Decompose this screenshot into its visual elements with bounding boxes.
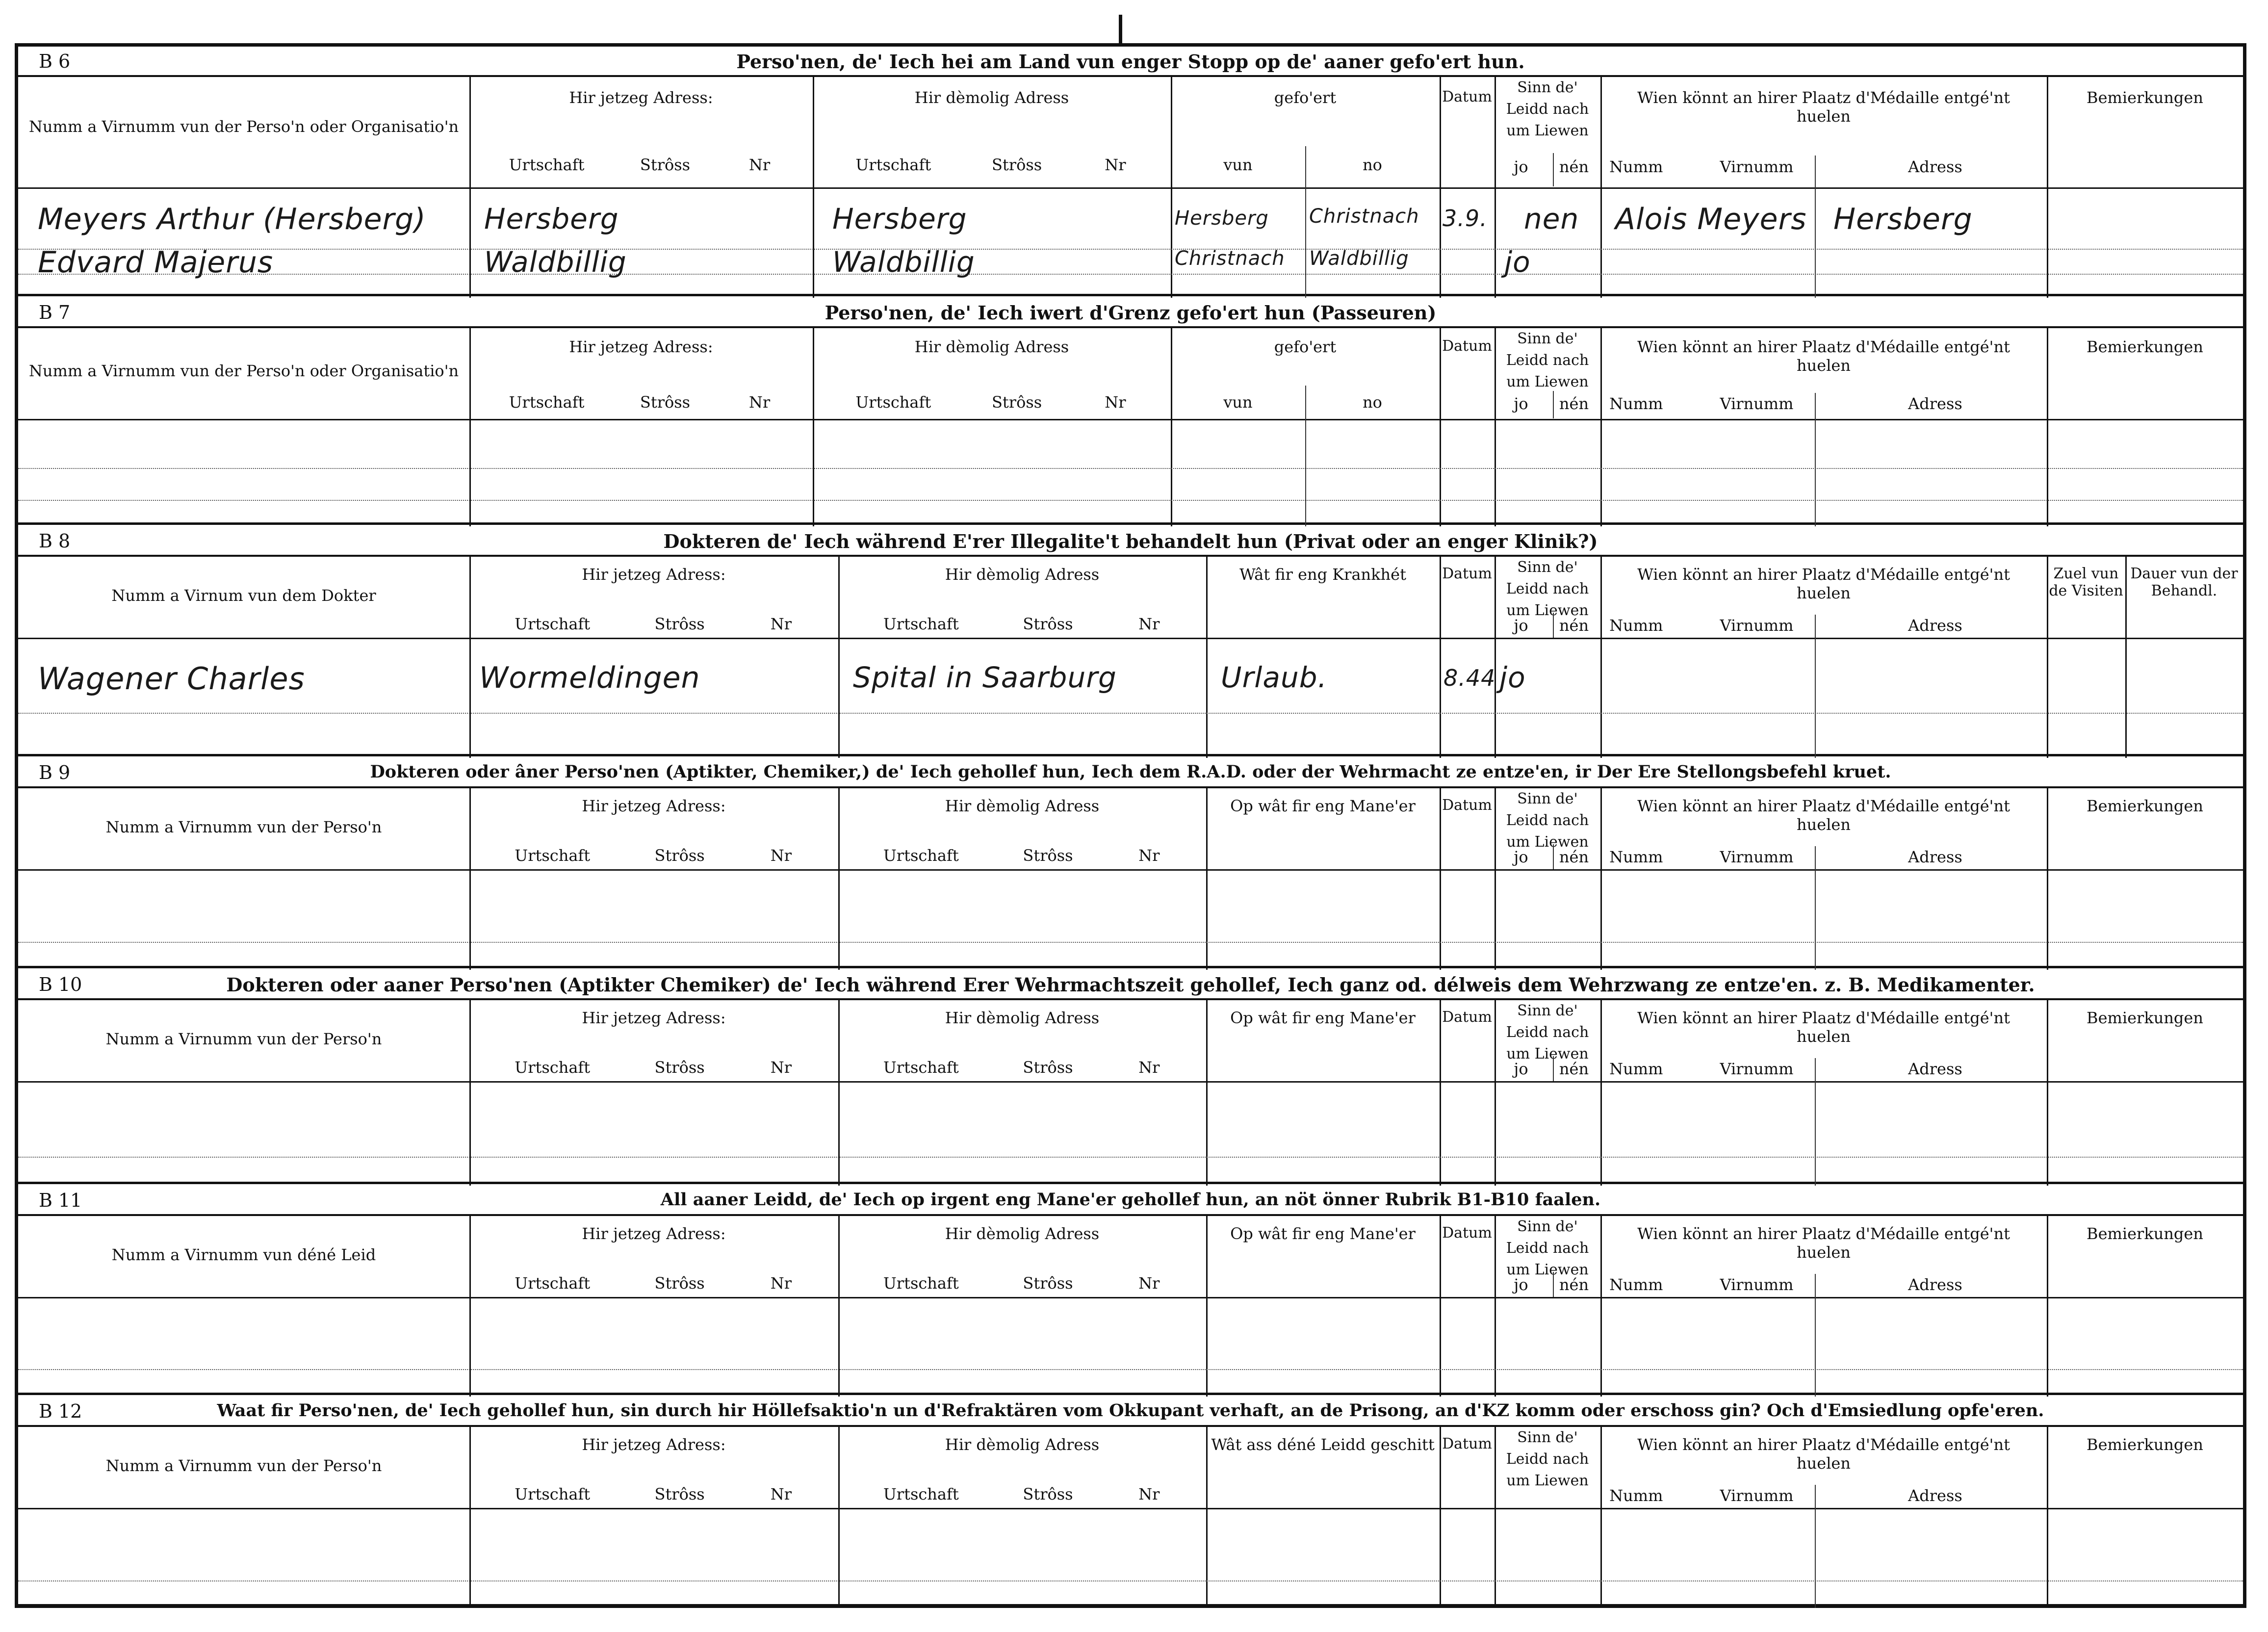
street-label: Strôss xyxy=(654,1058,705,1077)
medal-address-label: Adress xyxy=(1908,1275,1962,1294)
medal-recipient-header: Wien könnt an hirer Plaatz d'Médaille entgé'nt huelen xyxy=(1637,337,2010,375)
yes-no-divider xyxy=(1553,844,1554,869)
person-column-header: Numm a Virnumm vun der Perso'n xyxy=(105,818,382,837)
former-address-header: Hir dèmolig Adress xyxy=(945,1435,1100,1454)
entry-row-line xyxy=(18,274,2243,275)
section-b10 xyxy=(18,970,2243,1186)
no-label: nén xyxy=(1559,394,1589,414)
transported-header: gefo'ert xyxy=(1274,337,1337,356)
medal-firstname-label: Virnumm xyxy=(1720,394,1794,414)
yes-label: jo xyxy=(1514,1275,1528,1294)
section-header xyxy=(18,47,2243,77)
yes-no-divider xyxy=(1553,1272,1554,1296)
entry-date: 8.44 xyxy=(1443,664,1496,691)
remarks-header: Bemierkungen xyxy=(2087,1435,2203,1454)
locality-label: Urtschaft xyxy=(883,1058,959,1077)
former-address-header: Hir dèmolig Adress xyxy=(914,337,1069,356)
entry-former-address: Spital in Saarburg xyxy=(853,660,1117,694)
no-label: nén xyxy=(1559,1059,1589,1078)
section-b12 xyxy=(18,1397,2243,1608)
section-bottom-line xyxy=(18,754,2243,756)
locality-label: Urtschaft xyxy=(855,155,931,174)
medal-name-label: Numm xyxy=(1609,394,1663,414)
current-address-header: Hir jetzeg Adress: xyxy=(582,1435,726,1454)
section-code: B 10 xyxy=(39,974,82,995)
entry-current-address: Wormeldingen xyxy=(479,660,700,695)
yes-label: jo xyxy=(1514,1059,1528,1078)
from-to-divider xyxy=(1305,386,1306,526)
entry-person: Edvard Majerus xyxy=(38,245,274,280)
current-address-header: Hir jetzeg Adress: xyxy=(582,1008,726,1027)
medal-address-label: Adress xyxy=(1908,616,1962,635)
from-label: vun xyxy=(1223,392,1253,412)
entry-row-line xyxy=(18,942,2243,943)
entry-from: Hersberg xyxy=(1175,207,1269,230)
number-label: Nr xyxy=(770,846,792,865)
remarks-header: Bemierkungen xyxy=(2087,337,2203,356)
locality-label: Urtschaft xyxy=(515,846,591,865)
number-label: Nr xyxy=(770,614,792,633)
section-b8 xyxy=(18,526,2243,758)
street-label: Strôss xyxy=(1023,614,1073,633)
entry-medal-address: Hersberg xyxy=(1833,202,1973,236)
street-label: Strôss xyxy=(1023,1273,1073,1293)
from-label: vun xyxy=(1223,155,1253,174)
medal-name-label: Numm xyxy=(1609,847,1663,866)
section-code: B 11 xyxy=(39,1190,82,1211)
section-bottom-line xyxy=(18,1393,2243,1395)
medal-name-label: Numm xyxy=(1609,616,1663,635)
street-label: Strôss xyxy=(654,614,705,633)
person-column-header: Numm a Virnum vun dem Dokter xyxy=(111,586,376,605)
yes-label: jo xyxy=(1514,616,1528,635)
medal-recipient-header: Wien könnt an hirer Plaatz d'Médaille entgé'nt huelen xyxy=(1637,1008,2010,1046)
entry-alive: nen xyxy=(1524,202,1579,235)
number-label: Nr xyxy=(748,155,771,174)
current-address-header: Hir jetzeg Adress: xyxy=(569,88,713,107)
visits-header: Zuel vun de Visiten xyxy=(2049,565,2123,599)
section-bottom-line xyxy=(18,522,2243,525)
medal-firstname-label: Virnumm xyxy=(1720,157,1794,177)
section-code: B 9 xyxy=(39,762,71,783)
medal-firstname-label: Virnumm xyxy=(1720,1059,1794,1078)
number-label: Nr xyxy=(1138,1484,1160,1503)
yes-no-divider xyxy=(1553,1056,1554,1081)
section-header xyxy=(18,298,2243,328)
medal-divider xyxy=(1815,393,1816,526)
medal-divider xyxy=(1815,1485,1816,1608)
no-label: nén xyxy=(1559,1275,1589,1294)
number-label: Nr xyxy=(1138,846,1160,865)
medal-recipient-header: Wien könnt an hirer Plaatz d'Médaille entgé'nt huelen xyxy=(1637,1435,2010,1473)
locality-label: Urtschaft xyxy=(883,1484,959,1503)
section-code: B 8 xyxy=(39,530,71,552)
street-label: Strôss xyxy=(1023,846,1073,865)
entry-current-address: Waldbillig xyxy=(484,245,627,279)
date-header: Datum xyxy=(1442,1008,1492,1026)
section-b11 xyxy=(18,1186,2243,1397)
no-label: nén xyxy=(1559,157,1589,177)
alive-header: Sinn de' Leidd nach um Liewen xyxy=(1506,1218,1589,1278)
locality-label: Urtschaft xyxy=(855,392,931,412)
section-header xyxy=(18,1186,2243,1216)
number-label: Nr xyxy=(1105,155,1126,174)
current-address-header: Hir jetzeg Adress: xyxy=(582,1224,726,1243)
remarks-header: Bemierkungen xyxy=(2087,1008,2203,1027)
entry-from: Christnach xyxy=(1175,247,1285,270)
locality-label: Urtschaft xyxy=(515,614,591,633)
current-address-header: Hir jetzeg Adress: xyxy=(582,565,726,584)
entry-former-address: Waldbillig xyxy=(832,245,975,279)
former-address-header: Hir dèmolig Adress xyxy=(914,88,1069,107)
medal-divider xyxy=(1815,846,1816,970)
medal-name-label: Numm xyxy=(1609,1059,1663,1078)
entry-row-line xyxy=(18,249,2243,250)
entry-row-line xyxy=(18,713,2243,714)
number-label: Nr xyxy=(770,1273,792,1293)
current-address-header: Hir jetzeg Adress: xyxy=(569,337,713,356)
locality-label: Urtschaft xyxy=(515,1058,591,1077)
medal-divider xyxy=(1815,1058,1816,1186)
section-title: Waat fir Perso'nen, de' Iech gehollef hun, sin durch hir Höllefsaktio'n un d'Refraktären vom Okkupant verhaft, an de Prisong, an d'KZ komm oder erschoss gin? Och d'Emsiedlung opfe'eren. xyxy=(217,1400,2044,1421)
locality-label: Urtschaft xyxy=(883,614,959,633)
former-address-header: Hir dèmolig Adress xyxy=(945,565,1100,584)
entry-row-line xyxy=(18,500,2243,501)
number-label: Nr xyxy=(770,1484,792,1503)
locality-label: Urtschaft xyxy=(515,1484,591,1503)
person-column-header: Numm a Virnumm vun der Perso'n xyxy=(105,1456,382,1476)
entry-doctor: Wagener Charles xyxy=(38,660,305,697)
locality-label: Urtschaft xyxy=(883,1273,959,1293)
medal-recipient-header: Wien könnt an hirer Plaatz d'Médaille entgé'nt huelen xyxy=(1637,88,2010,126)
alive-header: Sinn de' Leidd nach um Liewen xyxy=(1506,330,1589,390)
date-header: Datum xyxy=(1442,796,1492,814)
entry-alive: jo xyxy=(1504,245,1531,279)
medal-firstname-label: Virnumm xyxy=(1720,1275,1794,1294)
yes-label: jo xyxy=(1514,394,1528,414)
section-title: Perso'nen, de' Iech iwert d'Grenz gefo'ert hun (Passeuren) xyxy=(825,302,1437,324)
section-bottom-line xyxy=(18,1182,2243,1184)
section-code: B 7 xyxy=(39,302,71,323)
section-bottom-line xyxy=(18,294,2243,296)
person-column-header: Numm a Virnumm vun der Perso'n xyxy=(105,1030,382,1049)
entry-row-line xyxy=(18,1580,2243,1581)
alive-header: Sinn de' Leidd nach um Liewen xyxy=(1506,79,1589,139)
alive-header: Sinn de' Leidd nach um Liewen xyxy=(1506,559,1589,619)
medal-name-label: Numm xyxy=(1609,157,1663,177)
section-b9 xyxy=(18,758,2243,970)
method-header: Op wât fir eng Mane'er xyxy=(1230,1224,1416,1243)
entry-row-line xyxy=(18,468,2243,469)
street-label: Strôss xyxy=(1023,1484,1073,1503)
medal-firstname-label: Virnumm xyxy=(1720,847,1794,866)
entry-current-address: Hersberg xyxy=(484,202,619,235)
former-address-header: Hir dèmolig Adress xyxy=(945,1008,1100,1027)
section-title: Dokteren oder âner Perso'nen (Aptikter, Chemiker,) de' Iech gehollef hun, Iech dem R.A.D. oder der Wehrmacht ze entze'en, ir Der Ere Stellongsbefehl kruet. xyxy=(370,762,1891,782)
method-header: Wât ass déné Leidd geschitt xyxy=(1211,1435,1435,1454)
remarks-header: Bemierkungen xyxy=(2087,88,2203,107)
current-address-header: Hir jetzeg Adress: xyxy=(582,796,726,815)
medal-firstname-label: Virnumm xyxy=(1720,616,1794,635)
street-label: Strôss xyxy=(640,392,691,412)
number-label: Nr xyxy=(1105,392,1126,412)
medal-recipient-header: Wien könnt an hirer Plaatz d'Médaille entgé'nt huelen xyxy=(1637,796,2010,834)
duration-header: Dauer vun der Behandl. xyxy=(2130,565,2238,599)
street-label: Strôss xyxy=(992,392,1042,412)
medal-recipient-header: Wien könnt an hirer Plaatz d'Médaille entgé'nt huelen xyxy=(1637,565,2010,602)
medal-divider xyxy=(1815,615,1816,758)
medal-recipient-header: Wien könnt an hirer Plaatz d'Médaille entgé'nt huelen xyxy=(1637,1224,2010,1262)
locality-label: Urtschaft xyxy=(509,155,585,174)
yes-no-divider xyxy=(1553,613,1554,637)
section-header xyxy=(18,526,2243,557)
street-label: Strôss xyxy=(640,155,691,174)
number-label: Nr xyxy=(770,1058,792,1077)
medal-divider xyxy=(1815,155,1816,298)
entry-medal-name: Alois Meyers xyxy=(1615,202,1807,236)
entry-to: Waldbillig xyxy=(1309,247,1409,270)
section-title: Perso'nen, de' Iech hei am Land vun enger Stopp op de' aaner gefo'ert hun. xyxy=(736,51,1525,73)
no-label: nén xyxy=(1559,847,1589,866)
top-mark xyxy=(1119,15,1122,43)
from-to-divider xyxy=(1305,146,1306,298)
section-b6 xyxy=(18,47,2243,298)
street-label: Strôss xyxy=(654,1484,705,1503)
former-address-header: Hir dèmolig Adress xyxy=(945,1224,1100,1243)
medal-name-label: Numm xyxy=(1609,1275,1663,1294)
street-label: Strôss xyxy=(654,1273,705,1293)
section-code: B 6 xyxy=(39,51,71,72)
date-header: Datum xyxy=(1442,565,1492,582)
section-title: Dokteren oder aaner Perso'nen (Aptikter Chemiker) de' Iech während Erer Wehrmachtszeit gehollef, Iech ganz od. délweis dem Wehrzwang ze entze'en. z. B. Medikamenter. xyxy=(226,974,2035,996)
locality-label: Urtschaft xyxy=(509,392,585,412)
medal-address-label: Adress xyxy=(1908,847,1962,866)
number-label: Nr xyxy=(1138,1273,1160,1293)
medal-address-label: Adress xyxy=(1908,1486,1962,1505)
alive-header: Sinn de' Leidd nach um Liewen xyxy=(1506,790,1589,851)
section-header xyxy=(18,970,2243,1000)
section-title: Dokteren de' Iech während E'rer Illegalite't behandelt hun (Privat oder an enger Klinik?) xyxy=(663,530,1598,552)
medal-address-label: Adress xyxy=(1908,1059,1962,1078)
remarks-header: Bemierkungen xyxy=(2087,1224,2203,1243)
yes-label: jo xyxy=(1514,847,1528,866)
person-column-header: Numm a Virnumm vun der Perso'n oder Organisatio'n xyxy=(28,117,459,136)
number-label: Nr xyxy=(1138,1058,1160,1077)
section-bottom-line xyxy=(18,966,2243,968)
method-header: Op wât fir eng Mane'er xyxy=(1230,1008,1416,1027)
medal-address-label: Adress xyxy=(1908,157,1962,177)
alive-header: Sinn de' Leidd nach um Liewen xyxy=(1506,1002,1589,1062)
entry-former-address: Hersberg xyxy=(832,202,967,235)
locality-label: Urtschaft xyxy=(883,846,959,865)
former-address-header: Hir dèmolig Adress xyxy=(945,796,1100,815)
section-code: B 12 xyxy=(39,1400,82,1422)
number-label: Nr xyxy=(1138,614,1160,633)
medal-divider xyxy=(1815,1274,1816,1397)
no-label: nén xyxy=(1559,616,1589,635)
medal-address-label: Adress xyxy=(1908,394,1962,414)
alive-header: Sinn de' Leidd nach um Liewen xyxy=(1506,1429,1589,1489)
yes-no-divider xyxy=(1553,153,1554,186)
date-header: Datum xyxy=(1442,1435,1492,1452)
yes-label: jo xyxy=(1514,157,1528,177)
section-bottom-line xyxy=(18,1604,2243,1606)
yes-no-divider xyxy=(1553,391,1554,418)
entry-row-line xyxy=(18,1369,2243,1370)
section-b7 xyxy=(18,298,2243,526)
entry-alive: jo xyxy=(1499,660,1526,694)
street-label: Strôss xyxy=(992,155,1042,174)
to-label: no xyxy=(1363,392,1382,412)
date-header: Datum xyxy=(1442,88,1492,105)
to-label: no xyxy=(1363,155,1382,174)
person-column-header: Numm a Virnumm vun déné Leid xyxy=(111,1245,376,1265)
entry-date: 3.9. xyxy=(1443,205,1488,232)
medal-firstname-label: Virnumm xyxy=(1720,1486,1794,1505)
method-header: Wât fir eng Krankhét xyxy=(1239,565,1406,584)
locality-label: Urtschaft xyxy=(515,1273,591,1293)
date-header: Datum xyxy=(1442,1224,1492,1242)
entry-to: Christnach xyxy=(1309,205,1419,228)
entry-person: Meyers Arthur (Hersberg) xyxy=(38,202,426,236)
person-column-header: Numm a Virnumm vun der Perso'n oder Organisatio'n xyxy=(28,361,459,380)
section-header xyxy=(18,758,2243,788)
medal-name-label: Numm xyxy=(1609,1486,1663,1505)
number-label: Nr xyxy=(748,392,771,412)
method-header: Op wât fir eng Mane'er xyxy=(1230,796,1416,815)
date-header: Datum xyxy=(1442,337,1492,355)
section-header xyxy=(18,1397,2243,1427)
form-sheet xyxy=(15,43,2246,1608)
street-label: Strôss xyxy=(654,846,705,865)
entry-row-line xyxy=(18,1157,2243,1158)
remarks-header: Bemierkungen xyxy=(2087,796,2203,815)
entry-illness: Urlaub. xyxy=(1221,660,1327,694)
street-label: Strôss xyxy=(1023,1058,1073,1077)
transported-header: gefo'ert xyxy=(1274,88,1337,107)
section-title: All aaner Leidd, de' Iech op irgent eng Mane'er gehollef hun, an nöt önner Rubrik B1-B10 faalen. xyxy=(660,1190,1601,1210)
